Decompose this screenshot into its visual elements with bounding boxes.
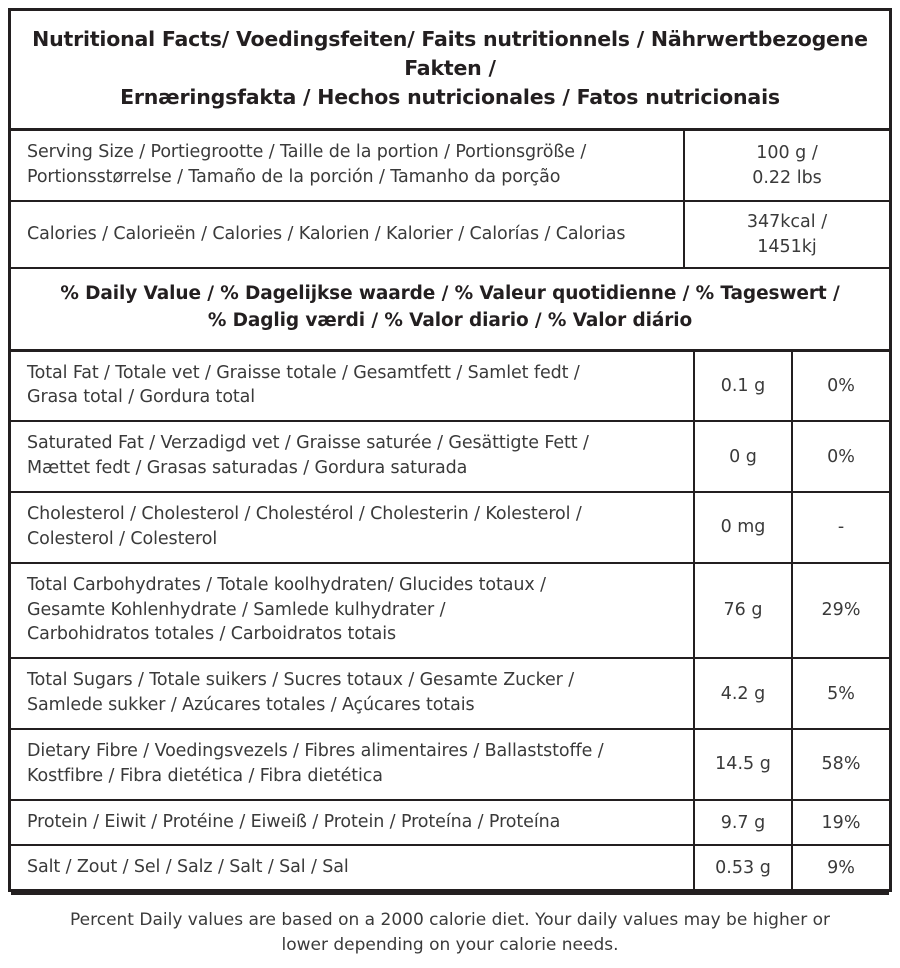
serving-size-row: [11, 131, 889, 202]
nutrient-label: [11, 422, 693, 491]
nutrient-amount: 0.53 g: [693, 846, 791, 890]
table-row: [11, 422, 889, 493]
nutrient-label-line-2: Samlede sukker / Azúcares totales / Açúcares totais: [27, 695, 475, 716]
serving-size-value-line-2: 0.22 lbs: [752, 167, 822, 188]
nutrient-label-line-2: Colesterol / Colesterol: [27, 528, 218, 549]
nutrient-label-line-1: Total Fat / Totale vet / Graisse totale / Gesamtfett / Samlet fedt /: [27, 362, 580, 383]
daily-value-banner-line-2: % Daglig værdi / % Valor diario / % Valor diário: [207, 309, 693, 331]
nutrient-label: [11, 730, 693, 799]
nutrient-daily-value: 5%: [791, 659, 889, 728]
nutrition-facts-label: [8, 8, 892, 955]
calories-value-line-1: 347kcal /: [746, 212, 828, 233]
nutrient-label: Salt / Zout / Sel / Salz / Salt / Sal / Sal: [27, 857, 349, 878]
nutrient-amount: 9.7 g: [693, 801, 791, 845]
table-row: [11, 730, 889, 801]
footnote: [11, 892, 889, 967]
nutrient-amount: 4.2 g: [693, 659, 791, 728]
calories-value-line-2: 1451kj: [757, 236, 817, 257]
nutrient-daily-value: 58%: [791, 730, 889, 799]
nutrient-label: [11, 493, 693, 562]
nutrient-label-line-2: Mættet fedt / Grasas saturadas / Gordura saturada: [27, 458, 468, 479]
nutrient-daily-value: 9%: [791, 846, 889, 890]
nutrient-amount: 0 g: [693, 422, 791, 491]
serving-size-label-line-2: Portionsstørrelse / Tamaño de la porción / Tamanho da porção: [27, 167, 561, 188]
nutrient-label-line-1: Total Carbohydrates / Totale koolhydraten/ Glucides totaux /: [27, 574, 546, 595]
nutrient-amount: 76 g: [693, 564, 791, 658]
nutrient-label: Protein / Eiwit / Protéine / Eiweiß / Protein / Proteína / Proteína: [27, 811, 561, 832]
serving-size-label: [11, 131, 683, 200]
table-row: [11, 659, 889, 730]
table-row: [11, 801, 889, 847]
nutrient-label-line-2: Gesamte Kohlenhydrate / Samlede kulhydrater /: [27, 599, 446, 620]
nutrient-amount: 14.5 g: [693, 730, 791, 799]
daily-value-banner-line-1: % Daily Value / % Dagelijkse waarde / % Valeur quotidienne / % Tageswert /: [60, 283, 840, 305]
nutrient-daily-value: 19%: [791, 801, 889, 845]
calories-row: [11, 202, 889, 269]
serving-size-value: [683, 131, 889, 200]
nutrient-label-line-1: Total Sugars / Totale suikers / Sucres totaux / Gesamte Zucker /: [27, 670, 575, 691]
calories-label: Calories / Calorieën / Calories / Kalorien / Kalorier / Calorías / Calorias: [27, 223, 626, 244]
nutrient-daily-value: 29%: [791, 564, 889, 658]
nutrient-label-line-2: Kostfibre / Fibra dietética / Fibra dietética: [27, 765, 383, 786]
page-title: [11, 11, 889, 131]
nutrient-daily-value: 0%: [791, 352, 889, 421]
calories-value: [683, 202, 889, 267]
page-title-line-1: Nutritional Facts/ Voedingsfeiten/ Faits nutritionnels / Nährwertbezogene Fakten /: [32, 27, 868, 81]
nutrient-daily-value: -: [791, 493, 889, 562]
table-row: [11, 846, 889, 892]
nutrient-label: [11, 659, 693, 728]
nutrient-label-line-1: Saturated Fat / Verzadigd vet / Graisse saturée / Gesättigte Fett /: [27, 433, 589, 454]
nutrient-label: [11, 352, 693, 421]
nutrient-amount: 0.1 g: [693, 352, 791, 421]
nutrient-amount: 0 mg: [693, 493, 791, 562]
nutrient-label-line-1: Cholesterol / Cholesterol / Cholestérol / Cholesterin / Kolesterol /: [27, 504, 582, 525]
nutrient-label-line-3: Carbohidratos totales / Carboidratos totais: [27, 624, 397, 645]
table-row: [11, 493, 889, 564]
daily-value-banner: [11, 269, 889, 352]
nutrient-daily-value: 0%: [791, 422, 889, 491]
serving-size-value-line-1: 100 g /: [756, 143, 818, 164]
page-title-line-2: Ernæringsfakta / Hechos nutricionales / Fatos nutricionais: [120, 85, 780, 110]
nutrient-label-line-1: Dietary Fibre / Voedingsvezels / Fibres alimentaires / Ballaststoffe /: [27, 740, 604, 761]
table-row: [11, 352, 889, 423]
serving-size-label-line-1: Serving Size / Portiegrootte / Taille de la portion / Portionsgröße /: [27, 142, 587, 163]
nutrient-label: [11, 564, 693, 658]
footnote-line-1: Percent Daily values are based on a 2000 calorie diet. Your daily values may be higher or: [70, 910, 830, 931]
nutrient-label-line-2: Grasa total / Gordura total: [27, 387, 256, 408]
table-row: [11, 564, 889, 660]
footnote-line-2: lower depending on your calorie needs.: [281, 934, 619, 955]
